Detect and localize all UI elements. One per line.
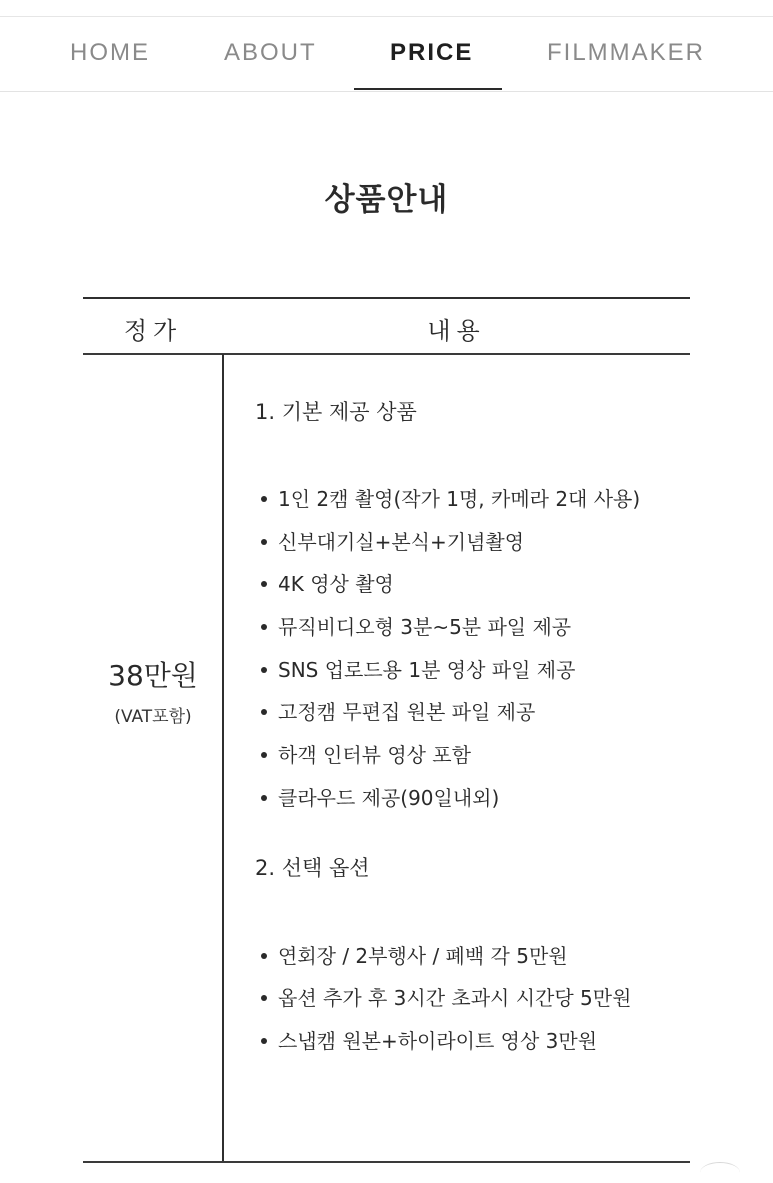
bullet-icon [261, 795, 267, 801]
price-vat-note: (VAT포함) [114, 707, 192, 727]
list-item-text: SNS 업로드용 1분 영상 파일 제공 [278, 657, 576, 682]
option-items-list [255, 935, 685, 1063]
list-item-text: 연회장 / 2부행사 / 폐백 각 5만원 [278, 943, 568, 968]
table-bottom-rule [83, 1161, 690, 1163]
list-item-text: 신부대기실+본식+기념촬영 [278, 529, 525, 554]
table-header-rule [83, 353, 690, 355]
top-nav [0, 17, 773, 92]
active-tab-underline [354, 88, 502, 90]
header-content: 내용 [427, 317, 486, 345]
scroll-hint-icon [700, 1162, 740, 1183]
bullet-icon [261, 667, 267, 673]
bullet-icon [261, 496, 267, 502]
list-item [255, 478, 685, 521]
page-title: 상품안내 [324, 181, 449, 218]
bullet-icon [261, 995, 267, 1001]
bullet-icon [261, 1038, 267, 1044]
content-cell [255, 397, 685, 1063]
list-item [255, 649, 685, 692]
list-item-text: 스냅캠 원본+하이라이트 영상 3만원 [278, 1028, 598, 1053]
list-item-text: 고정캠 무편집 원본 파일 제공 [278, 700, 536, 725]
header-price: 정가 [123, 317, 183, 345]
nav-item-home[interactable]: HOME [70, 39, 150, 66]
basic-items-list [255, 478, 685, 820]
group-title-options: 2. 선택 옵션 [255, 855, 370, 880]
list-item [255, 563, 685, 606]
list-item [255, 977, 685, 1020]
bullet-icon [261, 581, 267, 587]
bullet-icon [261, 709, 267, 715]
list-item [255, 521, 685, 564]
list-item-text: 하객 인터뷰 영상 포함 [278, 743, 471, 768]
bullet-icon [261, 752, 267, 758]
list-item-text: 뮤직비디오형 3분~5분 파일 제공 [278, 615, 572, 640]
list-item [255, 606, 685, 649]
list-item [255, 777, 685, 820]
table-top-rule [83, 297, 690, 299]
bullet-icon [261, 953, 267, 959]
price-table [83, 297, 690, 1171]
list-item-text: 4K 영상 촬영 [278, 572, 394, 597]
bullet-icon [261, 539, 267, 545]
nav-item-about[interactable]: ABOUT [224, 39, 317, 66]
list-item-text: 1인 2캠 촬영(작가 1명, 카메라 2대 사용) [278, 487, 641, 511]
list-item [255, 1020, 685, 1063]
list-item [255, 935, 685, 978]
bullet-icon [261, 624, 267, 630]
nav-item-filmmaker[interactable]: FILMMAKER [547, 39, 706, 66]
list-item [255, 734, 685, 777]
list-item-text: 옵션 추가 후 3시간 초과시 시간당 5만원 [278, 986, 632, 1011]
group-title-basic: 1. 기본 제공 상품 [255, 400, 417, 424]
list-item [255, 691, 685, 734]
column-divider [222, 354, 224, 1161]
list-item-text: 클라우드 제공(90일내외) [278, 785, 500, 810]
nav-item-price[interactable]: PRICE [390, 39, 474, 66]
price-amount: 38만원 [108, 659, 198, 692]
